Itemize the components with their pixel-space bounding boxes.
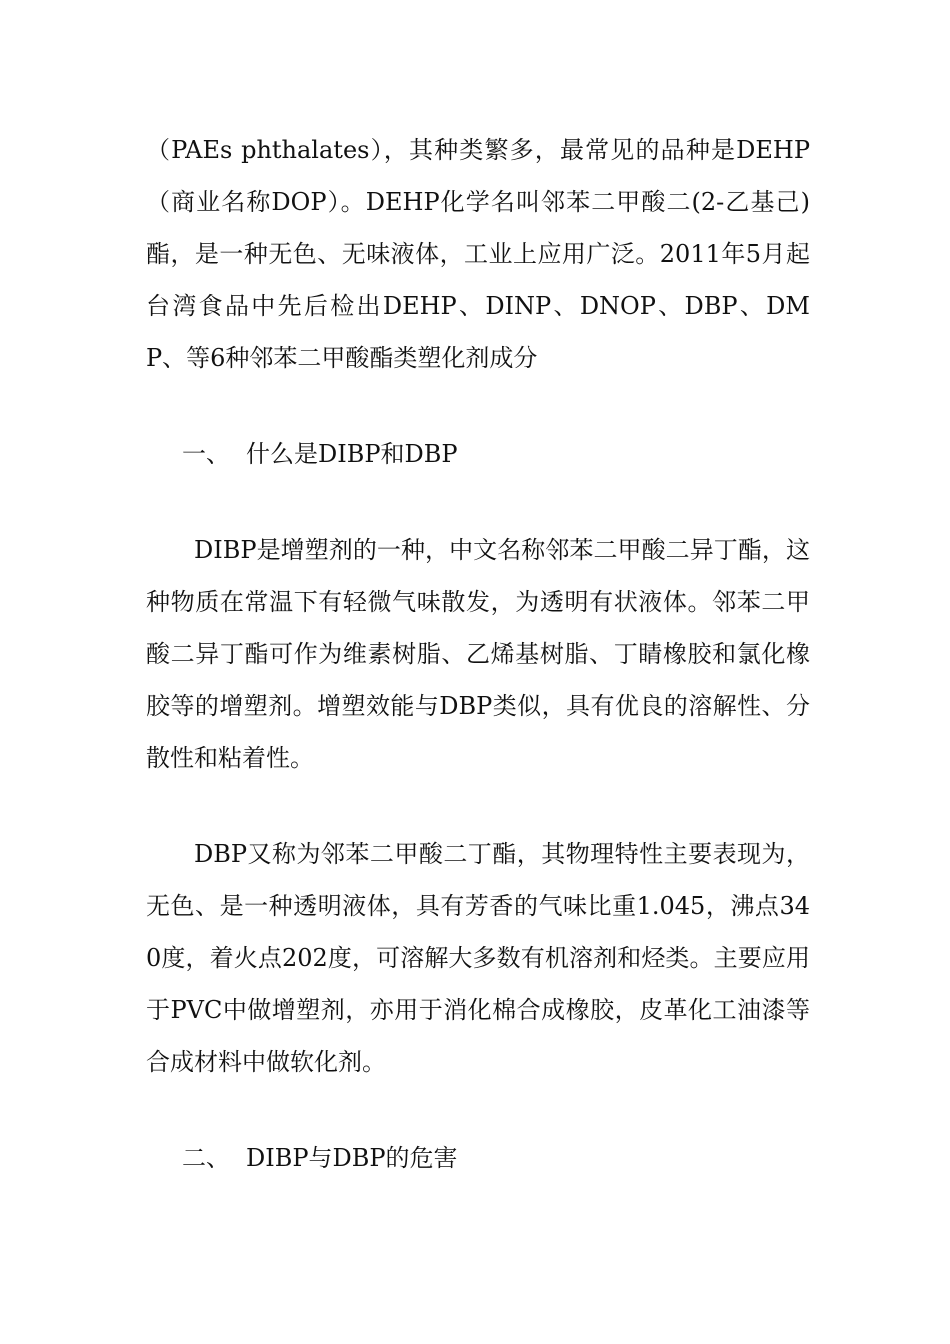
spacer	[146, 384, 810, 428]
paragraph-dibp: DIBP是增塑剂的一种，中文名称邻苯二甲酸二异丁酯，这种物质在常温下有轻微气味散发，为透明有状液体。邻苯二甲酸二异丁酯可作为维素树脂、乙烯基树脂、丁睛橡胶和氯化橡胶等的增塑剂。增塑效能与DBP类似，具有优良的溶解性、分散性和粘着性。	[146, 536, 810, 772]
paragraph-dbp: DBP又称为邻苯二甲酸二丁酯，其物理特性主要表现为，无色、是一种透明液体，具有芳香的气味比重1.045，沸点340度，着火点202度，可溶解大多数有机溶剂和烃类。主要应用于PVC中做增塑剂，亦用于消化棉合成橡胶，皮革化工油漆等合成材料中做软化剂。	[146, 840, 810, 1076]
section-heading-1-number: 一、	[182, 440, 230, 468]
section-heading-2	[146, 1132, 810, 1184]
section-heading-1	[146, 428, 810, 480]
spacer	[146, 784, 810, 828]
section-heading-1-text: 什么是DIBP和DBP	[246, 440, 458, 468]
spacer	[146, 480, 810, 524]
paragraph-intro: （PAEs phthalates），其种类繁多，最常见的品种是DEHP（商业名称DOP）。DEHP化学名叫邻苯二甲酸二(2-乙基己)酯，是一种无色、无味液体，工业上应用广泛。2011年5月起台湾食品中先后检出DEHP、DINP、DNOP、DBP、DMP、等6种邻苯二甲酸酯类塑化剂成分	[146, 136, 810, 372]
section-heading-2-text: DIBP与DBP的危害	[246, 1144, 458, 1172]
spacer	[146, 1088, 810, 1132]
document-body	[146, 124, 810, 1184]
section-heading-2-number: 二、	[182, 1144, 230, 1172]
